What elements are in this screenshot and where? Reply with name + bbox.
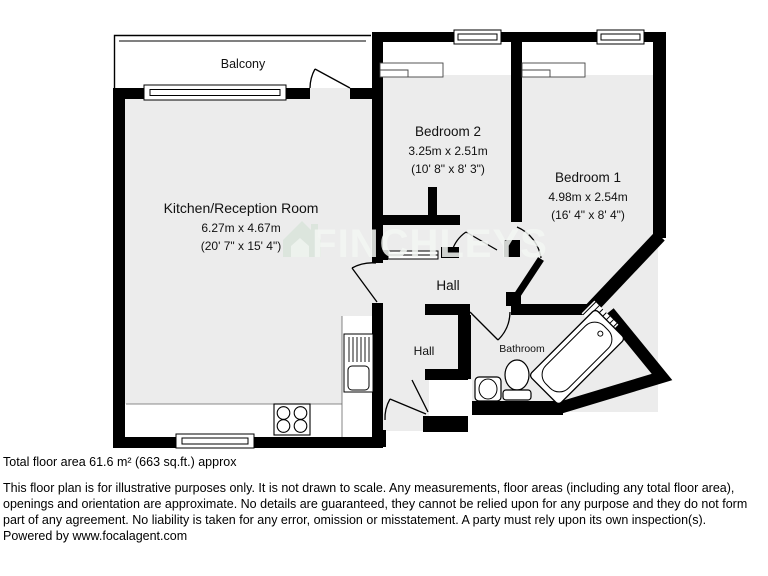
bedroom2-dims-ft: (10' 8" x 8' 3") xyxy=(411,162,485,176)
wardrobes xyxy=(380,63,585,77)
total-floor-area: Total floor area 61.6 m² (663 sq.ft.) approx xyxy=(3,455,237,469)
toilet xyxy=(503,360,531,400)
kitchen-top-window xyxy=(144,85,286,100)
balcony-label: Balcony xyxy=(220,57,266,71)
bedroom1-window xyxy=(597,30,644,44)
bedroom2-label: Bedroom 2 xyxy=(414,124,482,139)
watermark xyxy=(283,221,548,266)
hob xyxy=(274,404,310,435)
bedroom2-dims-m: 3.25m x 2.51m xyxy=(408,144,488,158)
disclaimer-line: part of any agreement. No liability is taken for any error, omission or misstatement. A party must rely upon its own inspection(s). xyxy=(3,513,707,527)
disclaimer-line: Powered by www.focalagent.com xyxy=(3,529,188,543)
basin xyxy=(475,377,501,401)
disclaimer-line: openings and orientation are approximate. No details are guaranteed, they cannot be relied upon for any purpose and they do not form xyxy=(3,497,748,511)
bedroom1-dims-m: 4.98m x 2.54m xyxy=(548,190,628,204)
hall2-label: Hall xyxy=(413,344,435,358)
footer xyxy=(3,455,765,544)
kitchen-dims-ft: (20' 7" x 15' 4") xyxy=(200,239,282,253)
bedroom2-window xyxy=(454,30,501,44)
bedroom1-dims-ft: (16' 4" x 8' 4") xyxy=(551,208,625,222)
sink-unit xyxy=(344,334,373,392)
kitchen-dims-m: 6.27m x 4.67m xyxy=(201,221,281,235)
watermark-text: FINCHLEYS xyxy=(312,222,548,266)
kitchen-counter-bottom xyxy=(125,404,373,437)
bedroom1-wardrobe xyxy=(522,63,585,77)
void-pocket xyxy=(429,380,472,417)
disclaimer-line: This floor plan is for illustrative purposes only. It is not drawn to scale. Any measurements, floor areas (including any total floor area), xyxy=(3,481,735,495)
bathroom-label: Bathroom xyxy=(499,343,545,355)
kitchen-bottom-window xyxy=(176,434,254,448)
disclaimer xyxy=(3,480,765,544)
kitchen-label: Kitchen/Reception Room xyxy=(163,200,319,216)
hall-label: Hall xyxy=(436,278,460,293)
bedroom1-label: Bedroom 1 xyxy=(554,170,622,185)
bedroom2-wardrobe xyxy=(380,63,443,77)
